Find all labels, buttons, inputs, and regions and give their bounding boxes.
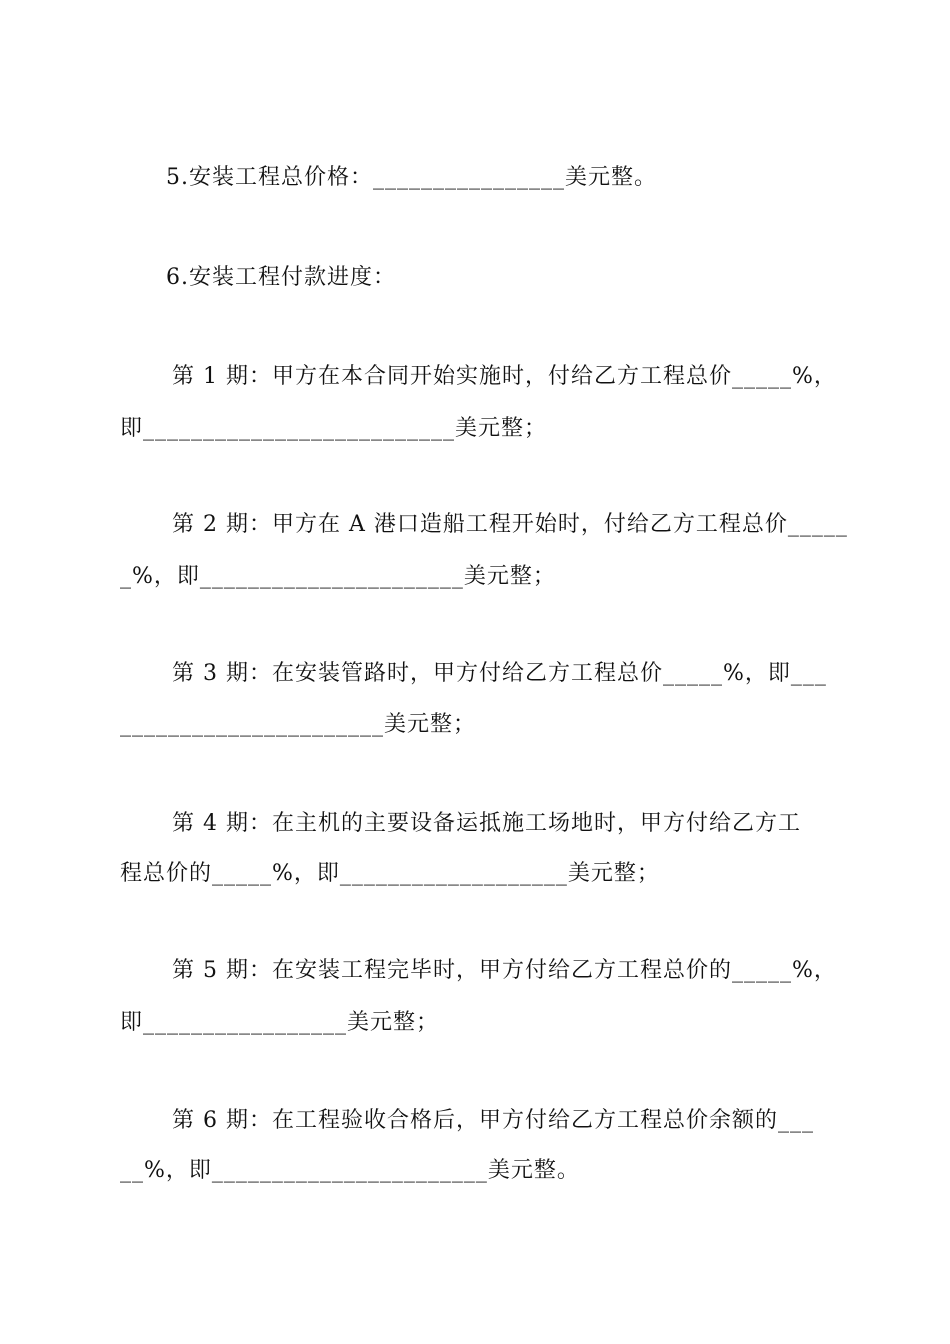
- phase-4-line-2: 程总价的_____%，即___________________美元整；: [120, 861, 660, 886]
- phase-5-line-1: 第 5 期：在安装工程完毕时，甲方付给乙方工程总价的_____%，: [172, 958, 837, 983]
- phase-2-line-1: 第 2 期：甲方在 A 港口造船工程开始时，付给乙方工程总价_____: [172, 512, 848, 537]
- phase-1-line-1: 第 1 期：甲方在本合同开始实施时，付给乙方工程总价_____%，: [172, 364, 837, 389]
- phase-6-line-2: __%，即_______________________美元整。: [120, 1158, 580, 1183]
- phase-5-line-2: 即_________________美元整；: [120, 1010, 440, 1035]
- phase-2-line-2: _%，即______________________美元整；: [120, 564, 556, 589]
- clause-6-payment-schedule: 6.安装工程付款进度：: [166, 265, 396, 290]
- phase-3-line-1: 第 3 期：在安装管路时，甲方付给乙方工程总价_____%，即___: [172, 661, 827, 686]
- clause-5-total-price: 5.安装工程总价格：________________美元整。: [166, 165, 657, 190]
- phase-1-line-2: 即__________________________美元整；: [120, 416, 548, 441]
- phase-6-line-1: 第 6 期：在工程验收合格后，甲方付给乙方工程总价余额的___: [172, 1108, 814, 1133]
- phase-3-line-2: ______________________美元整；: [120, 712, 477, 737]
- phase-4-line-1: 第 4 期：在主机的主要设备运抵施工场地时，甲方付给乙方工: [172, 811, 801, 836]
